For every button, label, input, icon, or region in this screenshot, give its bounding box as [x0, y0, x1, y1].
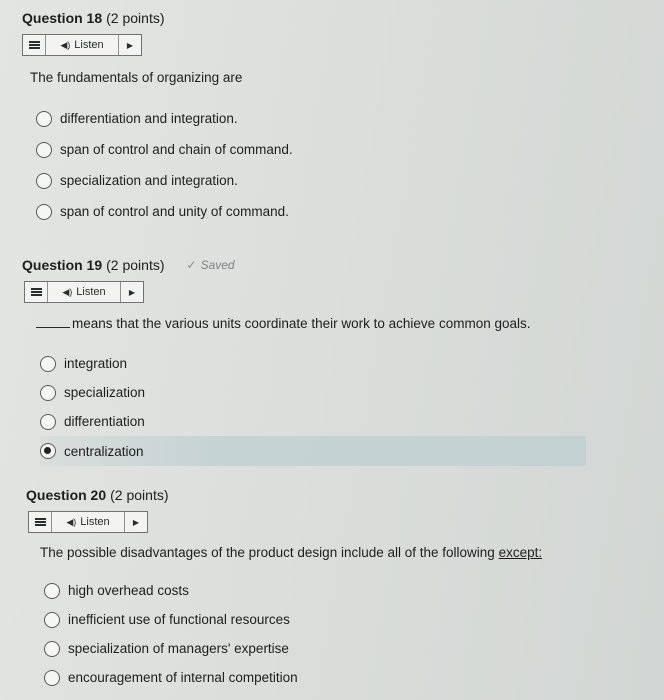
radio-button[interactable]	[36, 111, 52, 127]
question-emphasis: except:	[498, 545, 543, 560]
question-points: (2 points)	[110, 487, 169, 503]
option-label: encouragement of internal competition	[68, 670, 298, 685]
saved-label: Saved	[200, 258, 235, 272]
question-points: (2 points)	[106, 10, 165, 26]
radio-button[interactable]	[44, 670, 60, 686]
question-prompt: means that the various units coordinate their work to achieve common goals.	[72, 316, 531, 331]
radio-button-selected[interactable]	[40, 443, 56, 459]
answer-options	[44, 576, 542, 692]
answer-options	[36, 103, 293, 227]
answer-option[interactable]	[36, 134, 293, 165]
question-text	[36, 315, 586, 331]
listen-label: Listen	[80, 516, 110, 528]
listen-label: Listen	[74, 39, 104, 51]
option-label: high overhead costs	[68, 583, 189, 598]
listen-button[interactable]	[48, 282, 121, 302]
listen-toolbar	[22, 34, 142, 56]
radio-button[interactable]	[40, 385, 56, 401]
question-18	[22, 10, 293, 227]
answer-option[interactable]	[40, 407, 586, 436]
listen-label: Listen	[76, 286, 106, 298]
question-prompt: The possible disadvantages of the product design include all of the following	[40, 545, 495, 560]
answer-blank	[36, 315, 70, 328]
answer-option[interactable]	[44, 576, 542, 605]
listen-button[interactable]	[52, 512, 125, 532]
answer-option[interactable]	[44, 634, 542, 663]
question-title: Question 20	[26, 487, 107, 503]
question-header	[22, 10, 293, 26]
speaker-icon: ◀)	[62, 286, 73, 297]
question-title: Question 18	[22, 10, 103, 26]
option-label: integration	[64, 356, 128, 371]
answer-option[interactable]	[44, 605, 542, 634]
answer-option[interactable]	[40, 378, 586, 407]
option-label: specialization of managers' expertise	[68, 641, 289, 656]
menu-icon[interactable]	[23, 35, 46, 55]
radio-button[interactable]	[36, 173, 52, 189]
answer-option[interactable]	[36, 103, 293, 134]
listen-button[interactable]	[46, 35, 119, 55]
question-19	[22, 257, 586, 466]
listen-toolbar	[24, 281, 144, 303]
question-points: (2 points)	[106, 257, 165, 273]
radio-button[interactable]	[44, 641, 60, 657]
radio-button[interactable]	[36, 204, 52, 220]
play-icon[interactable]: ▶	[126, 40, 134, 50]
option-label: differentiation and integration.	[60, 111, 238, 126]
answer-options	[40, 349, 586, 466]
option-label: inefficient use of functional resources	[68, 612, 290, 627]
speaker-icon: ◀)	[60, 39, 71, 50]
question-20	[26, 487, 542, 692]
play-icon[interactable]: ▶	[132, 517, 140, 527]
radio-button[interactable]	[44, 583, 60, 599]
listen-toolbar	[28, 511, 148, 533]
question-text	[40, 545, 542, 560]
play-icon[interactable]: ▶	[128, 287, 136, 297]
radio-button[interactable]	[40, 356, 56, 372]
option-label: differentiation	[64, 414, 145, 429]
option-label: specialization and integration.	[60, 173, 238, 188]
check-icon: ✓	[186, 258, 197, 272]
option-label: centralization	[64, 443, 144, 459]
saved-status	[187, 258, 235, 272]
radio-button[interactable]	[36, 142, 52, 158]
radio-button[interactable]	[44, 612, 60, 628]
answer-option[interactable]	[36, 196, 293, 227]
question-header	[22, 257, 586, 273]
option-label: span of control and chain of command.	[60, 142, 293, 157]
answer-option[interactable]	[44, 663, 542, 692]
question-prompt: The fundamentals of organizing are	[30, 70, 243, 85]
option-label: specialization	[64, 385, 146, 400]
answer-option-selected[interactable]	[40, 436, 586, 466]
question-header	[26, 487, 542, 503]
speaker-icon: ◀)	[66, 516, 77, 527]
answer-option[interactable]	[40, 349, 586, 378]
menu-icon[interactable]	[25, 282, 48, 302]
question-title: Question 19	[22, 257, 103, 273]
radio-button[interactable]	[40, 414, 56, 430]
question-text	[30, 70, 293, 85]
option-label: span of control and unity of command.	[60, 204, 289, 219]
menu-icon[interactable]	[29, 512, 52, 532]
answer-option[interactable]	[36, 165, 293, 196]
